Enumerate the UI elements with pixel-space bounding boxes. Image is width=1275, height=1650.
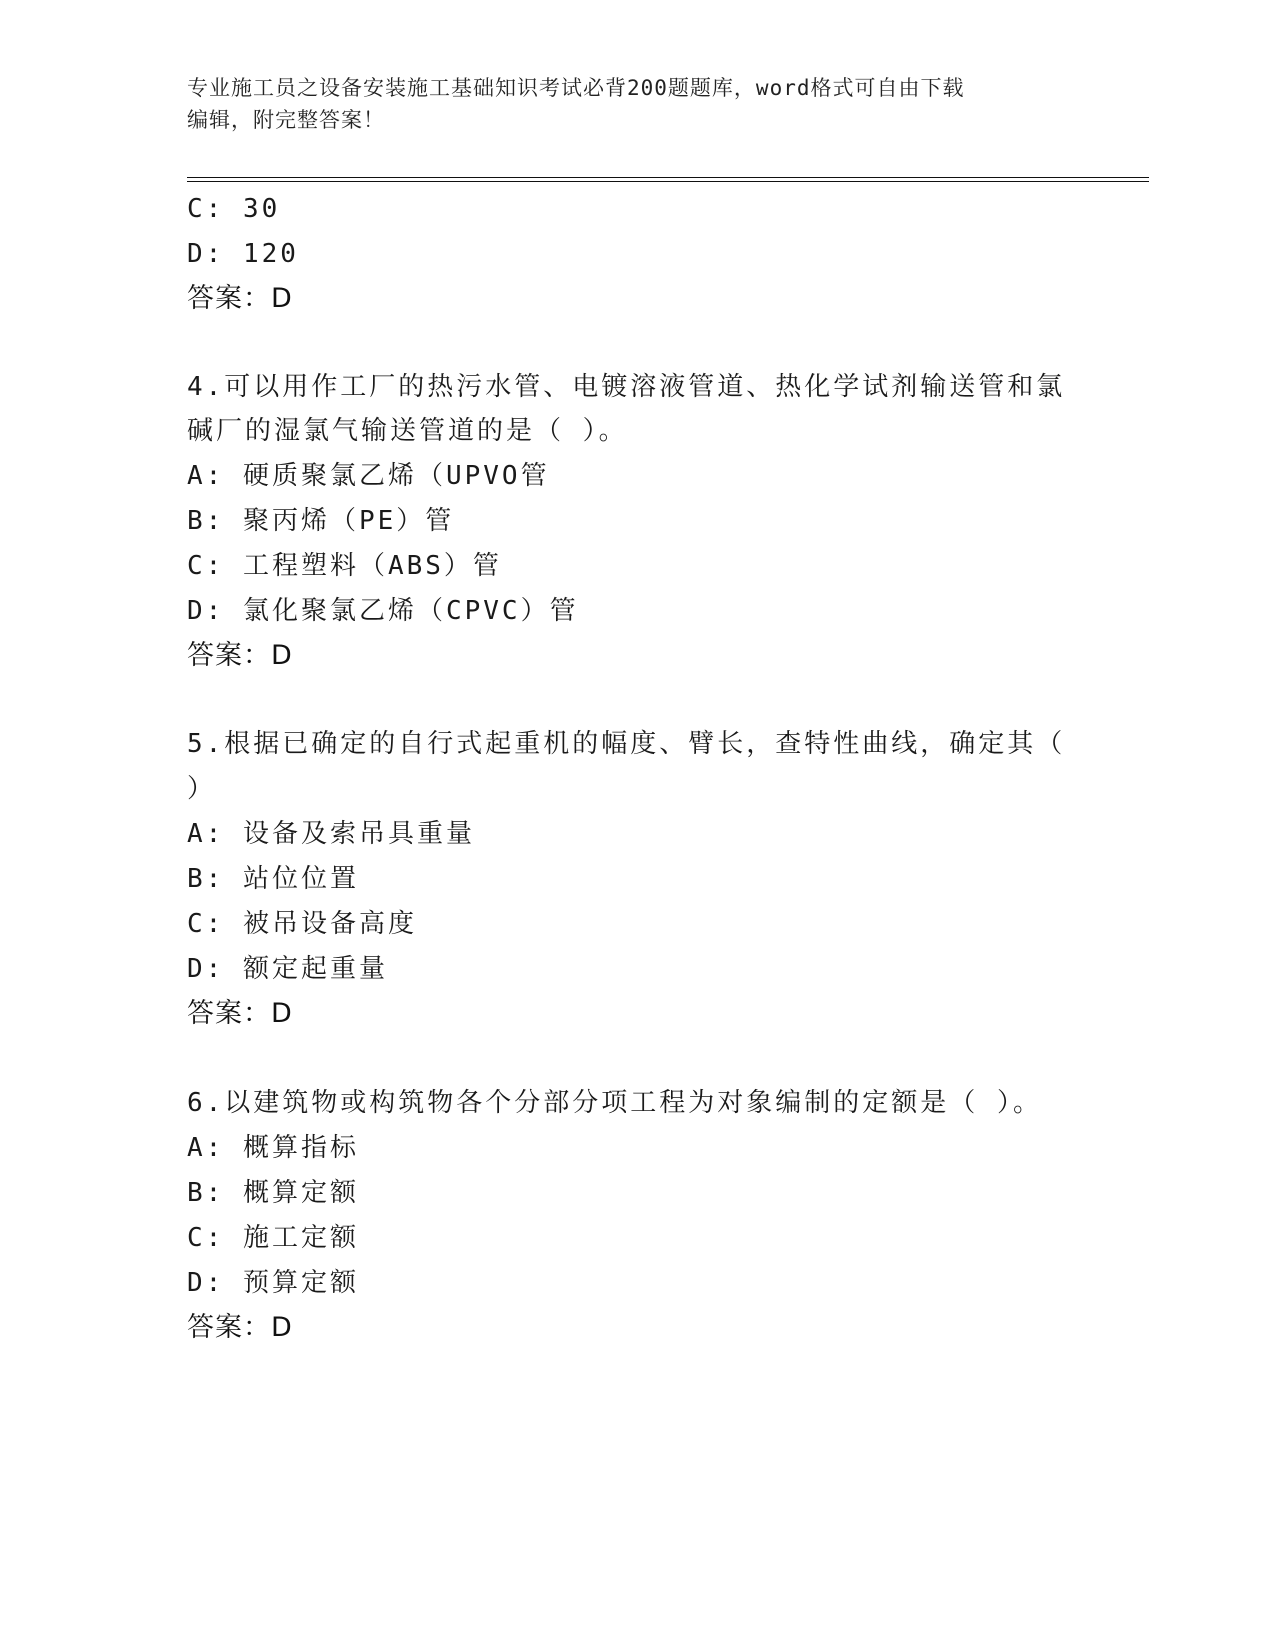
header-divider-bottom (187, 181, 1149, 182)
header-divider-top (187, 177, 1149, 178)
question-6-stem-line-1: 6.以建筑物或构筑物各个分部分项工程为对象编制的定额是（ ）。 (187, 1088, 1042, 1118)
question-4-stem-line-1: 4.可以用作工厂的热污水管、电镀溶液管道、热化学试剂输送管和氯 (187, 372, 1066, 402)
question-6-option-a: A: 概算指标 (187, 1133, 359, 1163)
question-5-answer: 答案：D (187, 998, 293, 1029)
question-5-option-d: D: 额定起重量 (187, 954, 388, 984)
question-6-answer: 答案：D (187, 1312, 293, 1343)
question-5-option-c: C: 被吊设备高度 (187, 909, 417, 939)
header-title-line-1: 专业施工员之设备安装施工基础知识考试必背200题题库，word格式可自由下载 (187, 76, 965, 100)
header-title-line-2: 编辑，附完整答案！ (187, 108, 385, 132)
question-4-stem-line-2: 碱厂的湿氯气输送管道的是（ ）。 (187, 416, 628, 446)
question-4-answer: 答案：D (187, 640, 293, 671)
prev-answer: 答案：D (187, 283, 293, 314)
question-4-option-c: C: 工程塑料（ABS）管 (187, 551, 502, 581)
question-6-option-c: C: 施工定额 (187, 1223, 359, 1253)
question-5-stem-line-2: ） (187, 774, 217, 804)
question-5-option-a: A: 设备及索吊具重量 (187, 819, 475, 849)
question-6-option-d: D: 预算定额 (187, 1268, 359, 1298)
question-5-option-b: B: 站位位置 (187, 864, 359, 894)
question-6-option-b: B: 概算定额 (187, 1178, 359, 1208)
document-header (187, 72, 1067, 136)
question-4-option-b: B: 聚丙烯（PE）管 (187, 506, 455, 536)
prev-option-d: D: 120 (187, 239, 299, 269)
prev-option-c: C: 30 (187, 194, 281, 224)
question-4-option-d: D: 氯化聚氯乙烯（CPVC）管 (187, 596, 579, 626)
question-4-option-a: A: 硬质聚氯乙烯（UPVO管 (187, 461, 550, 491)
question-5-stem-line-1: 5.根据已确定的自行式起重机的幅度、臂长，查特性曲线，确定其（ (187, 729, 1066, 759)
